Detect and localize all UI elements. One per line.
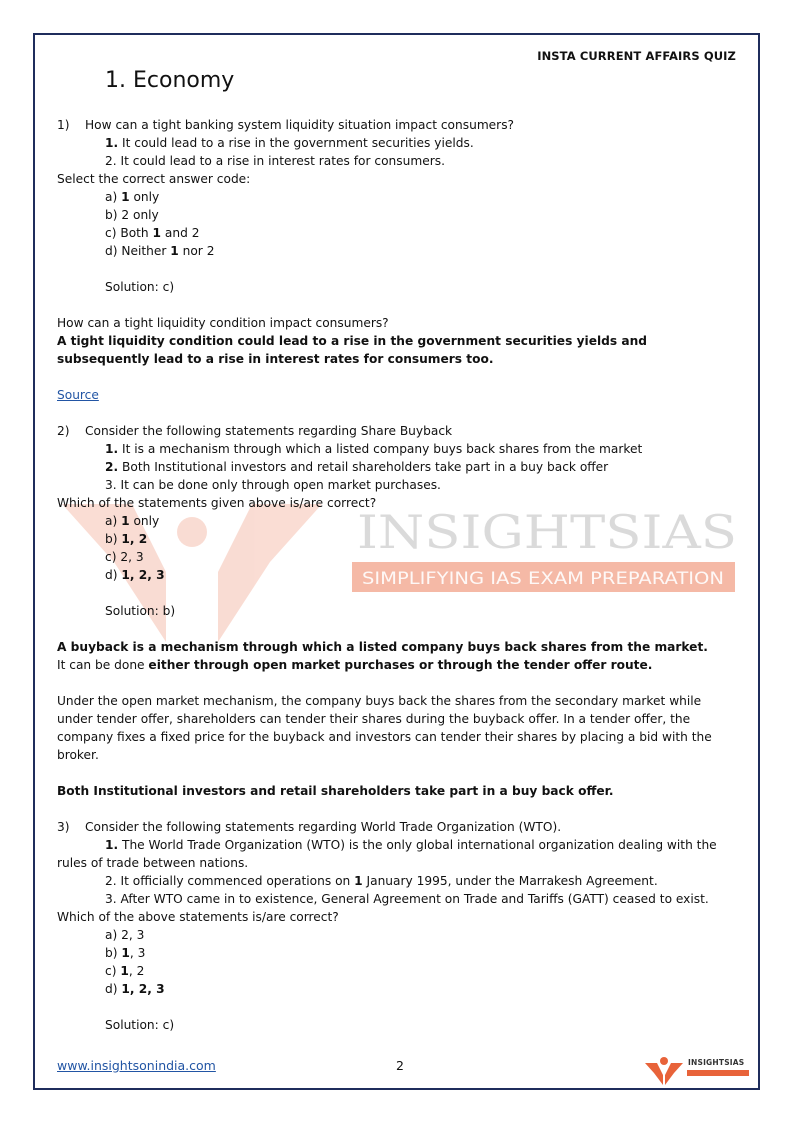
q3-option-a: a) 2, 3 bbox=[105, 928, 145, 942]
q3-prompt: Which of the above statements is/are correct? bbox=[57, 910, 339, 924]
quiz-content bbox=[57, 116, 739, 1034]
q2-statement-3: 3. It can be done only through open market purchases. bbox=[105, 478, 441, 492]
q3-option-b: b) 1, 3 bbox=[105, 946, 146, 960]
q2-statement-2: 2. Both Institutional investors and retail shareholders take part in a buy back offer bbox=[105, 460, 609, 474]
q2-option-d: d) 1, 2, 3 bbox=[105, 568, 165, 582]
q2-explanation-3: Under the open market mechanism, the company buys back the shares from the secondary market while under tender offer, shareholders can tender their shares during the buyback offer. In a tender offer, the company fixes a fixed price for the buyback and investors can tender their shares by placing a bid with the broker. bbox=[57, 694, 712, 762]
q1-option-a: a) 1 only bbox=[105, 190, 160, 204]
q1-explanation-question: How can a tight liquidity condition impact consumers? bbox=[57, 316, 389, 330]
q1-option-b: b) 2 only bbox=[105, 208, 159, 222]
q2-solution: Solution: b) bbox=[105, 604, 176, 618]
q1-source-link[interactable]: Source bbox=[57, 388, 99, 402]
q1-option-d: d) Neither 1 nor 2 bbox=[105, 244, 215, 258]
q2-number: 2) bbox=[57, 424, 70, 438]
q2-option-c: c) 2, 3 bbox=[105, 550, 144, 564]
q1-statement-1: 1. It could lead to a rise in the government securities yields. bbox=[105, 136, 474, 150]
q1-prompt: Select the correct answer code: bbox=[57, 172, 251, 186]
q3-option-d: d) 1, 2, 3 bbox=[105, 982, 165, 996]
footer-logo-text: INSIGHTSIAS bbox=[688, 1058, 745, 1067]
q1-number: 1) bbox=[57, 118, 70, 132]
q1-question bbox=[57, 116, 739, 134]
footer-website-link[interactable]: www.insightsonindia.com bbox=[57, 1058, 216, 1073]
q2-statement-1: 1. It is a mechanism through which a listed company buys back shares from the market bbox=[105, 442, 643, 456]
q1-statement-2: 2. It could lead to a rise in interest rates for consumers. bbox=[105, 154, 445, 168]
svg-text:INSIGHTSIAS: INSIGHTSIAS bbox=[357, 505, 737, 559]
section-title: 1. Economy bbox=[105, 68, 235, 93]
watermark-tagline: SIMPLIFYING IAS EXAM PREPARATION bbox=[362, 569, 724, 589]
q3-statement-1: 1. The World Trade Organization (WTO) is the only global international organization dealing with the rules of trade between nations. bbox=[57, 838, 717, 870]
q2-prompt: Which of the statements given above is/are correct? bbox=[57, 496, 377, 510]
q1-solution: Solution: c) bbox=[105, 280, 175, 294]
q1-question-text: How can a tight banking system liquidity situation impact consumers? bbox=[85, 118, 515, 132]
q2-explanation-4: Both Institutional investors and retail shareholders take part in a buy back offer. bbox=[57, 784, 614, 798]
q3-statement-3: 3. After WTO came in to existence, General Agreement on Trade and Tariffs (GATT) ceased to exist. bbox=[105, 892, 709, 906]
q2-option-a: a) 1 only bbox=[105, 514, 160, 528]
q2-question bbox=[57, 422, 739, 440]
q3-statement-2: 2. It officially commenced operations on 1 January 1995, under the Marrakesh Agreement. bbox=[105, 874, 658, 888]
q3-solution: Solution: c) bbox=[105, 1018, 175, 1032]
q1-explanation: A tight liquidity condition could lead to a rise in the government securities yields and subsequently lead to a rise in interest rates for consumers too. bbox=[57, 334, 647, 366]
q2-option-b: b) 1, 2 bbox=[105, 532, 148, 546]
q3-number: 3) bbox=[57, 820, 70, 834]
page-number: 2 bbox=[396, 1058, 404, 1073]
header-label: INSTA CURRENT AFFAIRS QUIZ bbox=[537, 49, 736, 63]
q3-question bbox=[57, 818, 739, 836]
q2-explanation-2: It can be done either through open market purchases or through the tender offer route. bbox=[57, 658, 653, 672]
q3-option-c: c) 1, 2 bbox=[105, 964, 145, 978]
q1-option-c: c) Both 1 and 2 bbox=[105, 226, 200, 240]
q3-question-text: Consider the following statements regarding World Trade Organization (WTO). bbox=[85, 820, 562, 834]
q2-explanation-1: A buyback is a mechanism through which a listed company buys back shares from the market. bbox=[57, 640, 708, 654]
q2-question-text: Consider the following statements regarding Share Buyback bbox=[85, 424, 453, 438]
